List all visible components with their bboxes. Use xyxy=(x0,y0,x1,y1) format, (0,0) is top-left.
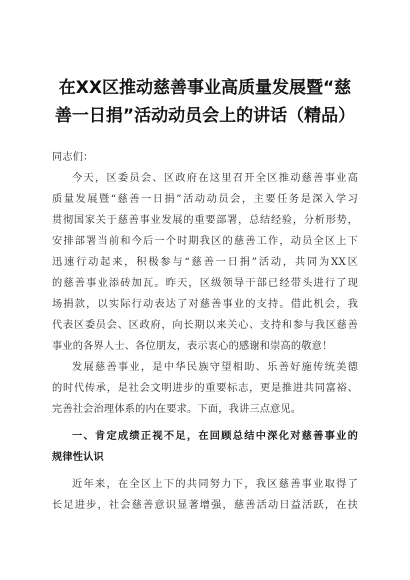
body-line: 的慈善事业添砖加瓦。昨天，区级领导干部已经带头进行了现 xyxy=(52,278,358,289)
body-line: 的时代传承，是社会文明进步的重要标志，更是推进共同富裕、 xyxy=(52,383,358,394)
document-title-line-1: 在XX区推动慈善事业高质量发展暨“慈 xyxy=(58,78,352,98)
document-title-line-2: 善一日捐”活动动员会上的讲话（精品） xyxy=(54,106,356,126)
body-line: 完善社会治理体系的内在要求。下面，我讲三点意见。 xyxy=(52,404,302,415)
body-line: 迅速行动起来，积极参与“慈善一日捐”活动，共同为XX区 xyxy=(52,257,358,268)
body-line: 事业的各界人士、各位朋友，表示衷心的感谢和崇高的敬意！ xyxy=(52,341,333,352)
body-line: 近年来，在全区上下的共同努力下，我区慈善事业取得了 xyxy=(72,479,358,490)
salutation: 同志们： xyxy=(52,152,94,163)
section-heading-line-2: 规律性认识 xyxy=(52,452,104,463)
body-line: 代表区委员会、区政府，向长期以来关心、支持和参与我区慈善 xyxy=(52,320,358,331)
body-line: 长足进步，社会慈善意识显著增强，慈善活动日益活跃，在扶 xyxy=(52,500,358,511)
body-line: 安排部署当前和今后一个时期我区的慈善工作，动员全区上下 xyxy=(52,236,358,247)
body-line: 今天，区委员会、区政府在这里召开全区推动慈善事业高 xyxy=(72,173,358,184)
section-heading-line-1: 一、肯定成绩正视不足，在回顾总结中深化对慈善事业的 xyxy=(72,431,358,442)
body-line: 贯彻国家关于慈善事业发展的重要部署，总结经验，分析形势， xyxy=(52,215,358,226)
body-line: 发展慈善事业，是中华民族守望相助、乐善好施传统美德 xyxy=(72,362,358,373)
body-line: 质量发展暨“慈善一日捐”活动动员会，主要任务是深入学习 xyxy=(52,194,358,205)
body-line: 场捐款，以实际行动表达了对慈善事业的支持。借此机会，我 xyxy=(52,299,358,310)
